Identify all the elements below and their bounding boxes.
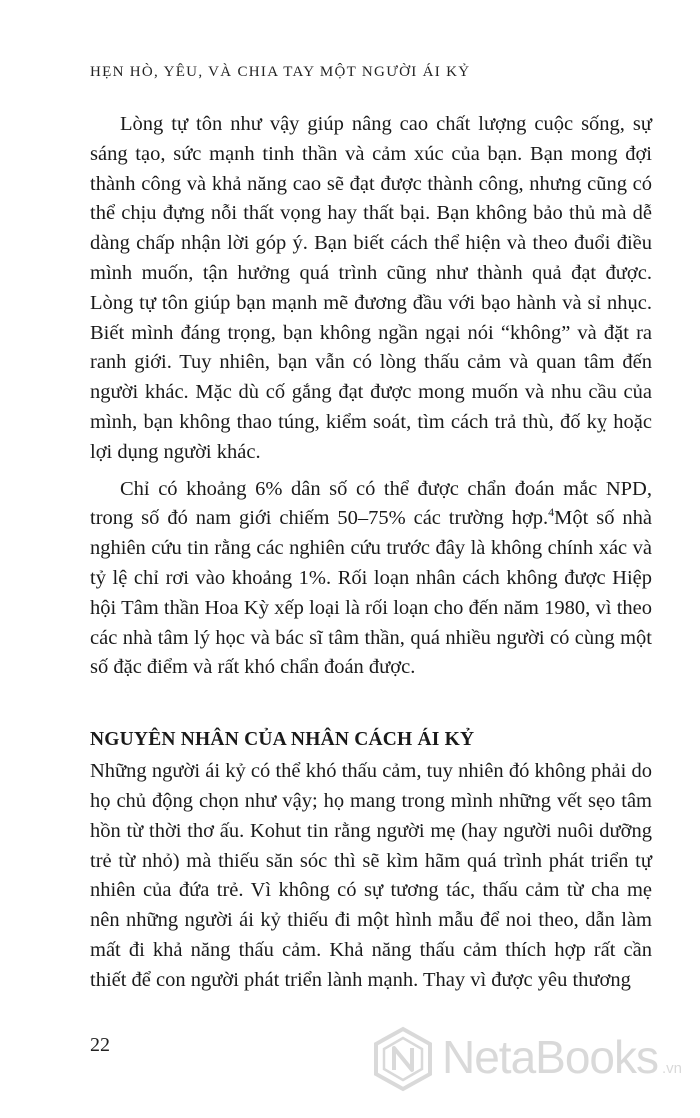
section-heading: NGUYÊN NHÂN CỦA NHÂN CÁCH ÁI KỶ — [90, 729, 475, 751]
paragraph-1: Lòng tự tôn như vậy giúp nâng cao chất lượng cuộc sống, sự sáng tạo, sức mạnh tinh thần và cảm xúc của bạn. Bạn mong đợi thành công và khả năng cao sẽ đạt được thành công, nhưng cũng có thể chịu đựng nỗi thất vọng hay thất bại. Bạn không bảo thủ mà dễ dàng chấp nhận lời góp ý. Bạn biết cách thể hiện và theo đuổi điều mình muốn, tận hưởng quá trình cũng như thành quả đạt được. Lòng tự tôn giúp bạn mạnh mẽ đương đầu với bạo hành và sỉ nhục. Biết mình đáng trọng, bạn không ngần ngại nói “không” và đặt ra ranh giới. Tuy nhiên, bạn vẫn có lòng thấu cảm và quan tâm đến người khác. Mặc dù cố gắng đạt được mong muốn và nhu cầu của mình, bạn không thao túng, kiểm soát, tìm cách trả thù, đố kỵ hoặc lợi dụng người khác. — [90, 113, 652, 463]
footnote-reference[interactable]: 4 — [548, 505, 555, 520]
paragraph-2 — [90, 475, 652, 684]
watermark — [370, 1016, 690, 1106]
paragraph-2-part-2: Một số nhà nghiên cứu tin rằng các nghiên cứu trước đây là không chính xác và tỷ lệ chỉ rơi vào khoảng 1%. Rối loạn nhân cách không được Hiệp hội Tâm thần Hoa Kỳ xếp loại là rối loạn cho đến năm 1980, vì theo các nhà tâm lý học và bác sĩ tâm thần, quá nhiều người có cùng một số đặc điểm và rất khó chẩn đoán được. — [90, 507, 653, 679]
watermark-brand: NetaBooks — [442, 1031, 659, 1083]
netabooks-logo-icon — [370, 1026, 436, 1092]
running-title: HẸN HÒ, YÊU, VÀ CHIA TAY MỘT NGƯỜI ÁI KỶ — [90, 64, 471, 80]
page-body — [90, 110, 652, 996]
paragraph-2-part-1: Chỉ có khoảng 6% dân số có thể được chẩn đoán mắc NPD, trong số đó nam giới chiếm 50–75% các trường hợp. — [90, 477, 652, 530]
paragraph-3: Những người ái kỷ có thể khó thấu cảm, tuy nhiên đó không phải do họ chủ động chọn như vậy; họ mang trong mình những vết sẹo tâm hồn từ thời thơ ấu. Kohut tin rằng người mẹ (hay người nuôi dưỡng trẻ từ nhỏ) mà thiếu săn sóc thì sẽ kìm hãm quá trình phát triển tự nhiên của đứa trẻ. Vì không có sự tương tác, thấu cảm từ cha mẹ nên những người ái kỷ thiếu đi một hình mẫu để noi theo, dẫn làm mất đi khả năng thấu cảm. Khả năng thấu cảm thích hợp rất cần thiết để con người phát triển lành mạnh. Thay vì được yêu thương — [90, 760, 652, 991]
watermark-domain: .vn — [662, 1060, 683, 1077]
page-number: 22 — [90, 1034, 110, 1056]
